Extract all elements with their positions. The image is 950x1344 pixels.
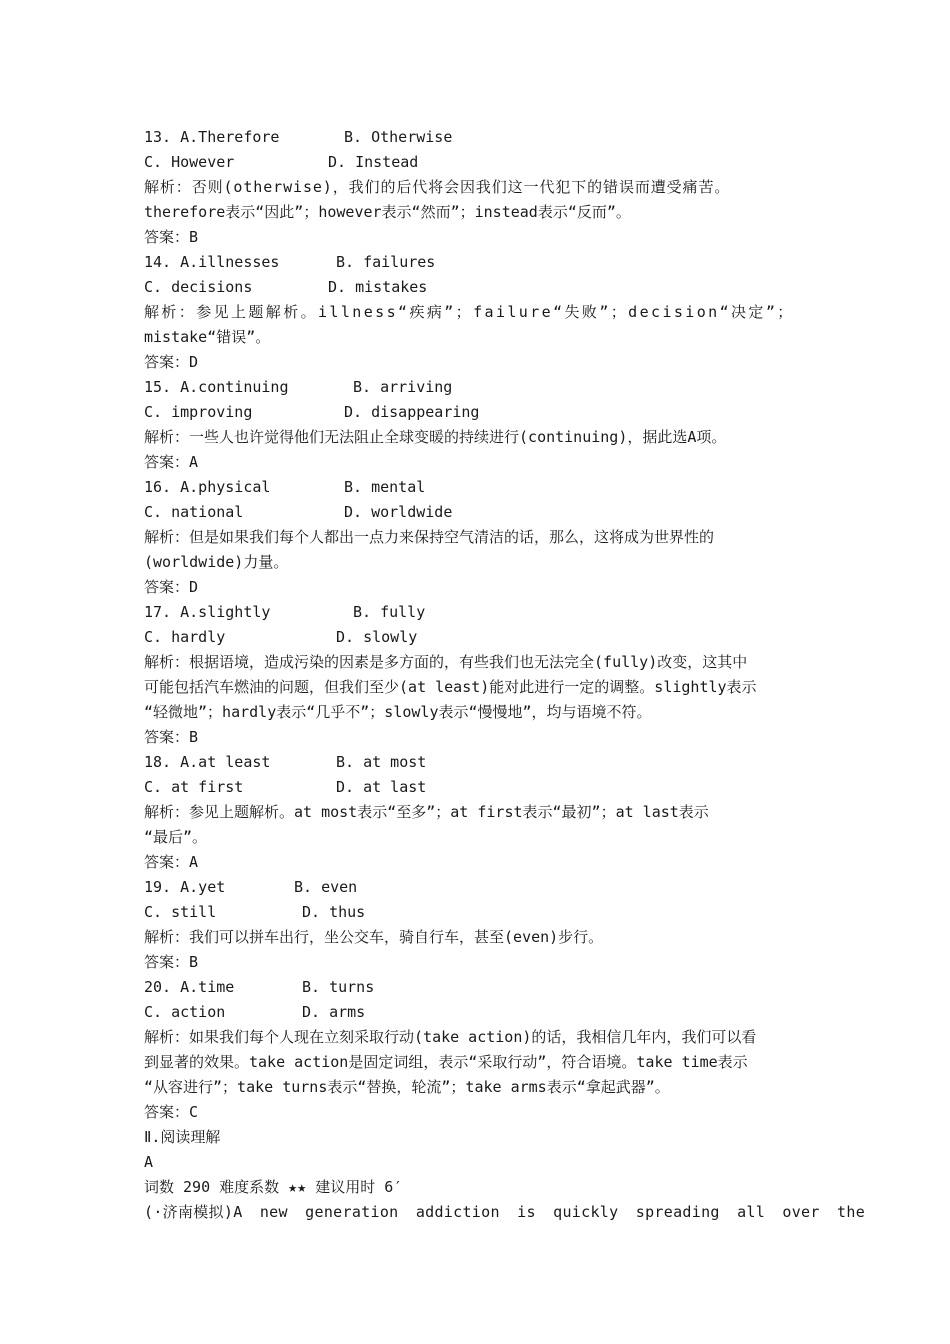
answer-line: 答案：D (144, 578, 199, 596)
text-line: 15. A.continuing B. arriving (144, 378, 453, 396)
answer-line: 答案：B (144, 728, 199, 746)
text-line: 解析：参见上题解析。illness“疾病”；failure“失败”；decision“决定”； (144, 303, 795, 321)
text-line: mistake“错误”。 (144, 328, 271, 346)
text-line: 19. A.yet B. even (144, 878, 358, 896)
text-line: “从容进行”；take turns表示“替换，轮流”；take arms表示“拿起武器”。 (144, 1078, 670, 1096)
answer-line: 答案：B (144, 953, 199, 971)
text-line: 解析：一些人也许觉得他们无法阻止全球变暖的持续进行(continuing)，据此选A项。 (144, 428, 727, 446)
text-line: C. at first D. at last (144, 778, 427, 796)
text-line: (worldwide)力量。 (144, 553, 289, 571)
text-line: 13. A.Therefore B. Otherwise (144, 128, 453, 146)
text-line: C. hardly D. slowly (144, 628, 418, 646)
answer-line: 答案：D (144, 353, 199, 371)
text-line: 17. A.slightly B. fully (144, 603, 426, 621)
passage-text: (·济南模拟)A new generation addiction is quickly spreading all over the (144, 1203, 866, 1221)
text-line: 解析：如果我们每个人现在立刻采取行动(take action)的话，我相信几年内，我们可以看 (144, 1028, 757, 1046)
text-line: 解析：根据语境，造成污染的因素是多方面的，有些我们也无法完全(fully)改变，这其中 (144, 653, 748, 671)
text-line: C. decisions D. mistakes (144, 278, 428, 296)
text-line: C. still D. thus (144, 903, 366, 921)
text-line: C. improving D. disappearing (144, 403, 480, 421)
text-line: C. national D. worldwide (144, 503, 453, 521)
text-line: 到显著的效果。take action是固定词组，表示“采取行动”，符合语境。take time表示 (144, 1053, 748, 1071)
text-line: 解析：但是如果我们每个人都出一点力来保持空气清洁的话，那么，这将成为世界性的 (144, 528, 715, 546)
section-heading: Ⅱ.阅读理解 (144, 1128, 221, 1146)
text-line: 18. A.at least B. at most (144, 753, 427, 771)
passage-label: A (144, 1153, 154, 1171)
text-line: 16. A.physical B. mental (144, 478, 426, 496)
text-line: “最后”。 (144, 828, 208, 846)
text-line: 解析：否则(otherwise)，我们的后代将会因我们这一代犯下的错误而遭受痛苦。 (144, 178, 731, 196)
passage-meta: 词数 290 难度系数 ★★ 建议用时 6′ (144, 1178, 403, 1196)
text-line: 解析：参见上题解析。at most表示“至多”；at first表示“最初”；at last表示 (144, 803, 709, 821)
text-line: 解析：我们可以拼车出行，坐公交车，骑自行车，甚至(even)步行。 (144, 928, 604, 946)
answer-line: 答案：A (144, 453, 199, 471)
answer-line: 答案：A (144, 853, 199, 871)
text-line: “轻微地”；hardly表示“几乎不”；slowly表示“慢慢地”，均与语境不符。 (144, 703, 652, 721)
text-line: 20. A.time B. turns (144, 978, 375, 996)
answer-line: 答案：B (144, 228, 199, 246)
text-line: C. However D. Instead (144, 153, 419, 171)
text-line: C. action D. arms (144, 1003, 366, 1021)
text-line: 可能包括汽车燃油的问题，但我们至少(at least)能对此进行一定的调整。slightly表示 (144, 678, 757, 696)
text-line: 14. A.illnesses B. failures (144, 253, 436, 271)
answer-line: 答案：C (144, 1103, 199, 1121)
text-line: therefore表示“因此”；however表示“然而”；instead表示“反而”。 (144, 203, 631, 221)
